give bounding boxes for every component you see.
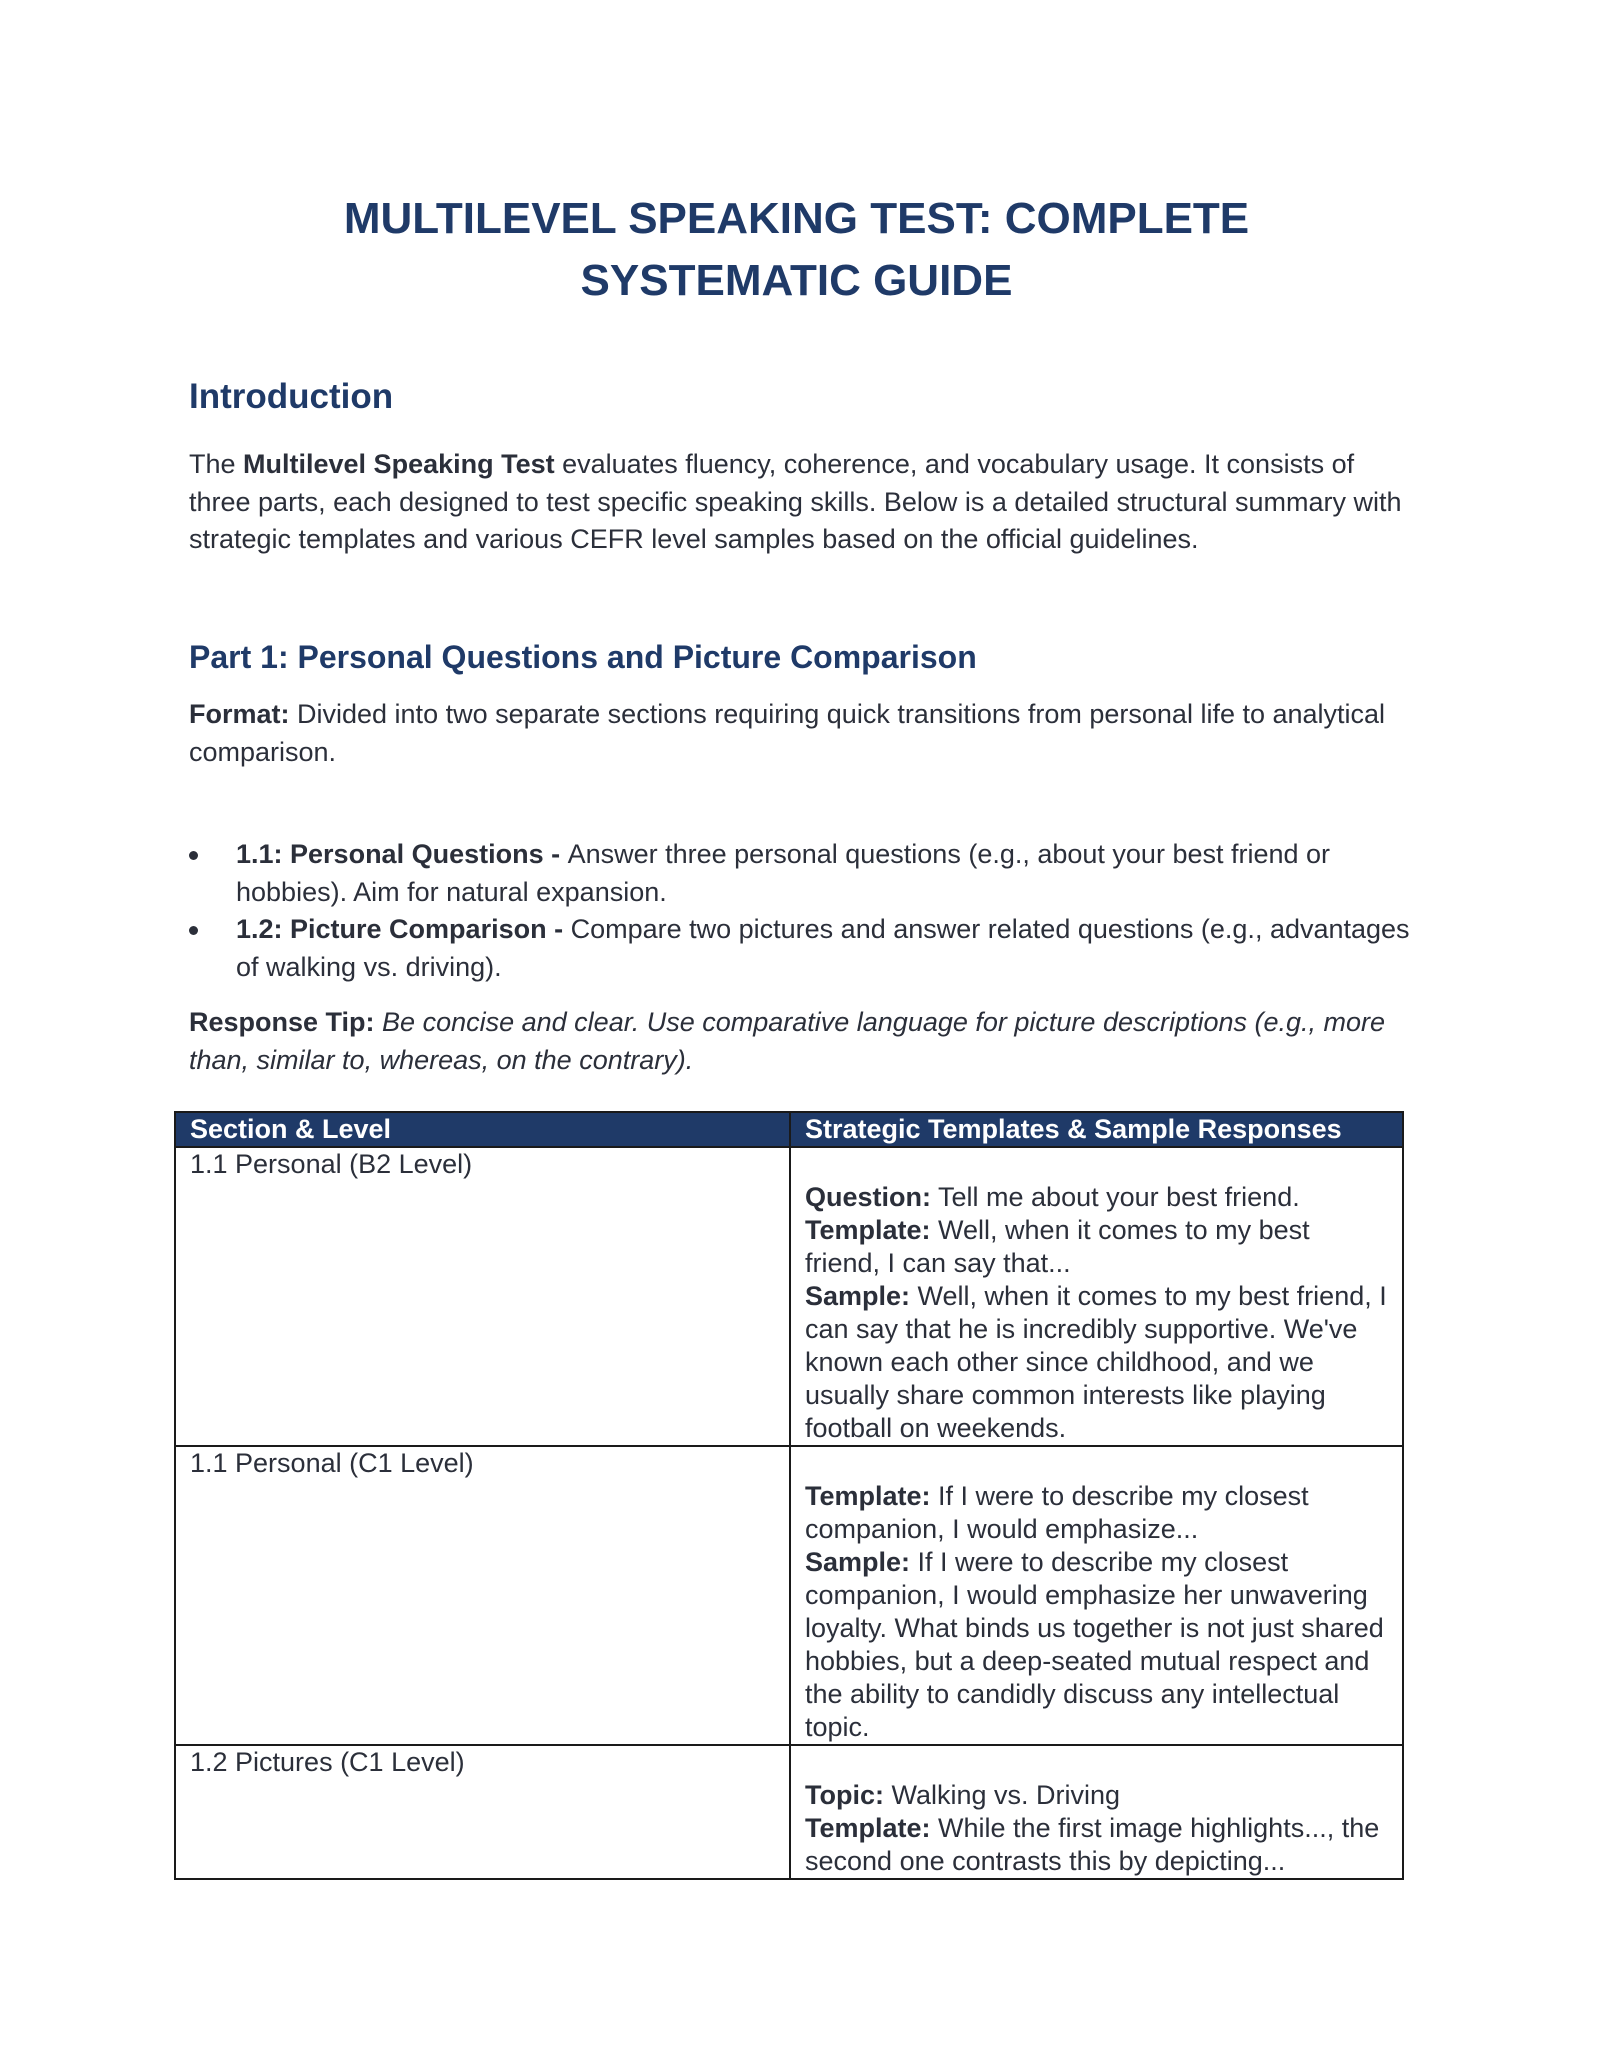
tip-label: Response Tip: xyxy=(189,1007,375,1037)
section-cell: 1.1 Personal (B2 Level) xyxy=(175,1147,790,1446)
response-text: Tell me about your best friend. xyxy=(931,1182,1300,1212)
list-item xyxy=(189,911,1419,986)
response-text: If I were to describe my closest companion, I would emphasize... xyxy=(805,1481,1309,1544)
intro-bold-term: Multilevel Speaking Test xyxy=(243,449,555,479)
response-label: Question: xyxy=(805,1182,931,1212)
document-title xyxy=(189,188,1404,312)
table-row xyxy=(175,1147,1403,1446)
response-cell xyxy=(790,1147,1403,1446)
response-line xyxy=(805,1181,1388,1214)
intro-text: evaluates fluency, coherence, and vocabulary usage. It consists of three parts, each designed to test specific speaking skills. Below is a detailed structural summary with strategic templates and various CEFR level samples based on the official guidelines. xyxy=(189,449,1402,554)
response-label: Template: xyxy=(805,1813,931,1843)
column-header-section: Section & Level xyxy=(175,1112,790,1147)
response-text: Well, when it comes to my best friend, I can say that he is incredibly supportive. We've known each other since childhood, and we usually share common interests like playing football on weekends. xyxy=(805,1281,1387,1443)
response-text: If I were to describe my closest companion, I would emphasize her unwavering loyalty. What binds us together is not just shared hobbies, but a deep-seated mutual respect and the ability to candidly discuss any intellectual topic. xyxy=(805,1547,1384,1742)
response-tip-paragraph xyxy=(189,1004,1419,1079)
title-line-1: MULTILEVEL SPEAKING TEST: COMPLETE xyxy=(343,194,1250,243)
response-line xyxy=(805,1480,1388,1546)
introduction-paragraph xyxy=(189,446,1419,559)
format-label: Format: xyxy=(189,699,290,729)
table-row xyxy=(175,1446,1403,1745)
response-label: Sample: xyxy=(805,1281,911,1311)
section-cell: 1.1 Personal (C1 Level) xyxy=(175,1446,790,1745)
templates-table xyxy=(174,1111,1404,1880)
title-line-2: SYSTEMATIC GUIDE xyxy=(580,256,1013,305)
response-text: While the first image highlights..., the second one contrasts this by depicting... xyxy=(805,1813,1380,1876)
column-header-templates: Strategic Templates & Sample Responses xyxy=(790,1112,1403,1147)
intro-prefix: The xyxy=(189,449,244,479)
part1-bullet-list xyxy=(189,836,1419,986)
table-header-row xyxy=(175,1112,1403,1147)
response-label: Template: xyxy=(805,1215,931,1245)
bullet-text: Answer three personal questions (e.g., about your best friend or hobbies). Aim for natural expansion. xyxy=(236,839,1331,907)
bullet-icon xyxy=(189,851,198,860)
section-cell: 1.2 Pictures (C1 Level) xyxy=(175,1745,790,1879)
introduction-heading: Introduction xyxy=(189,377,394,416)
response-cell xyxy=(790,1446,1403,1745)
response-cell xyxy=(790,1745,1403,1879)
response-label: Topic: xyxy=(805,1780,884,1810)
response-label: Sample: xyxy=(805,1547,911,1577)
list-item xyxy=(189,836,1419,911)
response-line xyxy=(805,1779,1388,1812)
response-line xyxy=(805,1546,1388,1744)
bullet-label: 1.2: Picture Comparison - xyxy=(236,914,571,944)
response-line xyxy=(805,1812,1388,1878)
response-label: Template: xyxy=(805,1481,931,1511)
table-row xyxy=(175,1745,1403,1879)
format-text: Divided into two separate sections requiring quick transitions from personal life to analytical comparison. xyxy=(189,699,1386,767)
tip-text: Be concise and clear. Use comparative language for picture descriptions (e.g., more than, similar to, whereas, on the contrary). xyxy=(189,1007,1386,1075)
response-line xyxy=(805,1280,1388,1445)
bullet-icon xyxy=(189,926,198,935)
response-text: Walking vs. Driving xyxy=(883,1780,1121,1810)
bullet-text: Compare two pictures and answer related questions (e.g., advantages of walking vs. driving). xyxy=(236,914,1410,982)
bullet-label: 1.1: Personal Questions - xyxy=(236,839,568,869)
format-paragraph xyxy=(189,696,1419,771)
part1-heading: Part 1: Personal Questions and Picture Comparison xyxy=(189,639,977,675)
response-text: Well, when it comes to my best friend, I can say that... xyxy=(805,1215,1310,1278)
response-line xyxy=(805,1214,1388,1280)
